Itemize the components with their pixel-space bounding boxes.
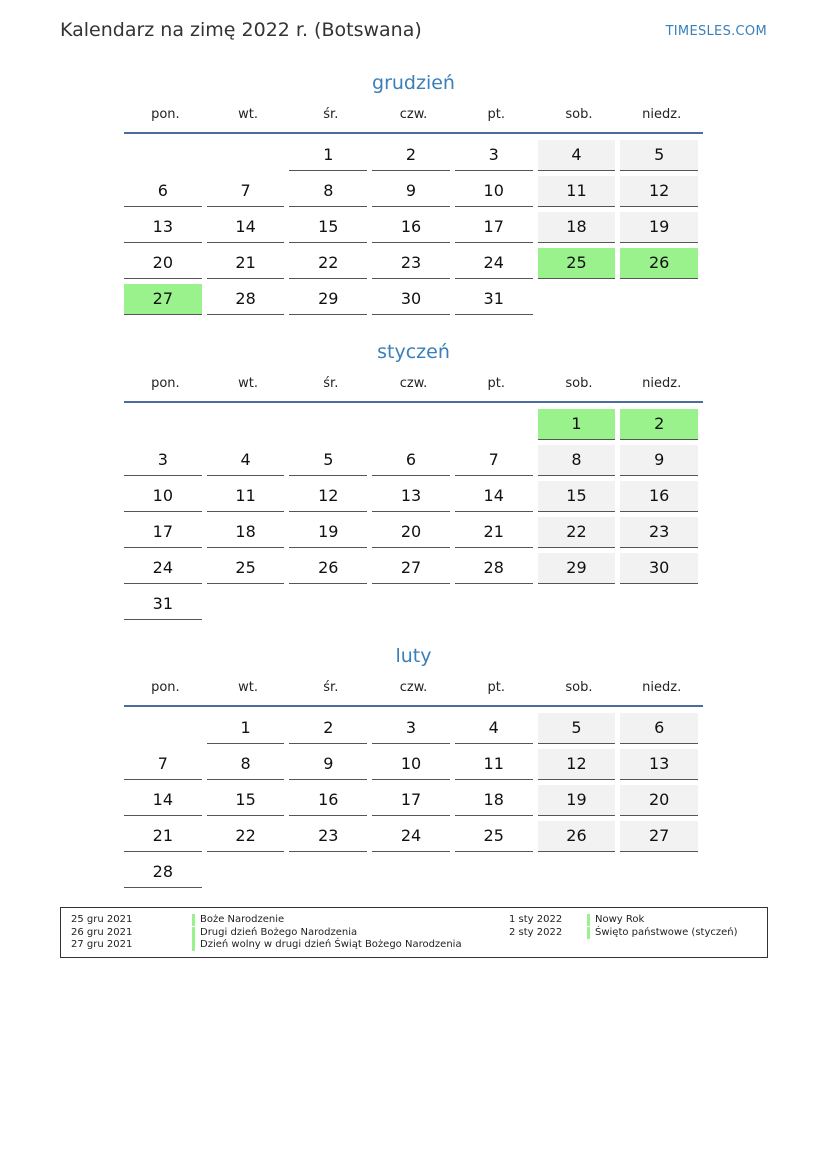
day-slot [124, 479, 207, 515]
month-name: luty [395, 645, 432, 667]
day-cell[interactable]: 2 [372, 140, 450, 171]
month-calendar-february [124, 642, 703, 891]
day-slot [455, 138, 538, 174]
weeks-grid [124, 138, 703, 318]
weekday-label: czw. [399, 107, 428, 122]
day-cell[interactable]: 22 [538, 517, 616, 548]
day-cell[interactable]: 13 [620, 749, 698, 780]
day-cell[interactable]: 28 [124, 857, 202, 888]
day-slot [372, 210, 455, 246]
day-slot [289, 783, 372, 819]
weekday-label: czw. [399, 376, 428, 391]
day-slot [207, 282, 290, 318]
day-slot [207, 819, 290, 855]
day-slot [207, 174, 290, 210]
day-slot [620, 783, 703, 819]
day-slot [372, 443, 455, 479]
day-cell[interactable]: 31 [124, 589, 202, 620]
day-slot [455, 711, 538, 747]
week-row [124, 747, 703, 783]
day-slot [620, 479, 703, 515]
header-divider [124, 401, 703, 403]
day-slot [538, 407, 621, 443]
day-slot [372, 515, 455, 551]
day-cell[interactable]: 5 [620, 140, 698, 171]
day-cell[interactable]: 13 [124, 212, 202, 243]
day-slot [207, 138, 290, 174]
week-row [124, 819, 703, 855]
day-slot [372, 138, 455, 174]
week-row [124, 174, 703, 210]
day-slot [538, 515, 621, 551]
day-slot [538, 855, 621, 891]
weeks-grid [124, 711, 703, 891]
day-slot [289, 819, 372, 855]
day-cell[interactable]: 11 [455, 749, 533, 780]
day-slot [455, 855, 538, 891]
day-slot [289, 246, 372, 282]
day-slot [289, 551, 372, 587]
day-slot [455, 407, 538, 443]
week-row [124, 443, 703, 479]
day-cell[interactable]: 20 [620, 785, 698, 816]
weekday-label: śr. [323, 680, 339, 695]
day-cell[interactable]: 6 [124, 176, 202, 207]
day-slot [455, 551, 538, 587]
day-slot [372, 479, 455, 515]
day-cell[interactable]: 26 [289, 553, 367, 584]
day-slot [124, 747, 207, 783]
day-cell[interactable]: 24 [372, 821, 450, 852]
day-slot [620, 819, 703, 855]
holiday-day-cell[interactable]: 27 [124, 284, 202, 315]
month-name: grudzień [372, 72, 455, 94]
day-slot [372, 587, 455, 623]
weekday-label: pon. [151, 107, 180, 122]
weekday-label: sob. [565, 376, 593, 391]
day-cell[interactable]: 11 [538, 176, 616, 207]
day-slot [289, 711, 372, 747]
day-slot [620, 138, 703, 174]
day-cell[interactable]: 28 [455, 553, 533, 584]
weekday-header-row [124, 105, 703, 125]
day-cell[interactable]: 4 [538, 140, 616, 171]
day-cell[interactable]: 23 [372, 248, 450, 279]
day-slot [538, 282, 621, 318]
day-cell[interactable]: 14 [455, 481, 533, 512]
day-slot [455, 747, 538, 783]
day-cell[interactable]: 17 [124, 517, 202, 548]
holiday-legend [60, 907, 768, 958]
day-slot [289, 282, 372, 318]
legend-holiday-name: Nowy Rok [587, 914, 644, 926]
weekday-header-row [124, 678, 703, 698]
weekday-label: śr. [323, 107, 339, 122]
day-slot [455, 819, 538, 855]
day-cell[interactable]: 24 [124, 553, 202, 584]
weeks-grid [124, 407, 703, 623]
day-slot [124, 407, 207, 443]
day-cell[interactable]: 25 [455, 821, 533, 852]
day-cell[interactable]: 8 [289, 176, 367, 207]
day-cell[interactable]: 20 [372, 517, 450, 548]
day-slot [538, 819, 621, 855]
day-slot [372, 819, 455, 855]
day-cell[interactable]: 10 [372, 749, 450, 780]
weekday-label: sob. [565, 107, 593, 122]
weekday-label: śr. [323, 376, 339, 391]
day-slot [372, 711, 455, 747]
day-cell[interactable]: 11 [207, 481, 285, 512]
day-cell[interactable]: 15 [538, 481, 616, 512]
day-cell[interactable]: 29 [289, 284, 367, 315]
page-title: Kalendarz na zimę 2022 r. (Botswana) [60, 19, 422, 41]
day-slot [207, 407, 290, 443]
day-slot [289, 515, 372, 551]
week-row [124, 138, 703, 174]
day-cell[interactable]: 22 [207, 821, 285, 852]
day-slot [538, 747, 621, 783]
weekday-label: pt. [487, 680, 505, 695]
day-slot [289, 855, 372, 891]
day-slot [620, 282, 703, 318]
day-cell[interactable]: 16 [289, 785, 367, 816]
day-slot [538, 551, 621, 587]
day-cell[interactable]: 31 [455, 284, 533, 315]
day-cell[interactable]: 3 [124, 445, 202, 476]
day-cell[interactable]: 7 [455, 445, 533, 476]
week-row [124, 551, 703, 587]
day-slot [538, 587, 621, 623]
legend-date: 2 sty 2022 [509, 926, 563, 938]
day-cell[interactable]: 17 [455, 212, 533, 243]
holiday-day-cell[interactable]: 1 [538, 409, 616, 440]
day-slot [207, 515, 290, 551]
weekday-label: niedz. [642, 680, 682, 695]
day-slot [538, 174, 621, 210]
day-cell[interactable]: 13 [372, 481, 450, 512]
day-cell[interactable]: 3 [372, 713, 450, 744]
week-row [124, 783, 703, 819]
weekday-label: sob. [565, 680, 593, 695]
day-slot [124, 819, 207, 855]
day-cell[interactable]: 21 [124, 821, 202, 852]
legend-date: 27 gru 2021 [71, 939, 133, 950]
legend-date: 25 gru 2021 [71, 914, 133, 925]
day-slot [372, 551, 455, 587]
legend-holiday-name: Boże Narodzenie [192, 914, 284, 926]
day-cell[interactable]: 19 [289, 517, 367, 548]
day-slot [124, 443, 207, 479]
day-slot [538, 443, 621, 479]
week-row [124, 515, 703, 551]
weekday-label: pt. [487, 107, 505, 122]
day-slot [620, 443, 703, 479]
day-cell[interactable]: 29 [538, 553, 616, 584]
day-slot [289, 747, 372, 783]
day-cell[interactable]: 18 [538, 212, 616, 243]
day-cell[interactable]: 10 [124, 481, 202, 512]
day-cell[interactable]: 19 [538, 785, 616, 816]
day-cell[interactable]: 12 [620, 176, 698, 207]
day-slot [124, 138, 207, 174]
day-cell[interactable]: 15 [207, 785, 285, 816]
day-slot [289, 587, 372, 623]
day-cell[interactable]: 1 [207, 713, 285, 744]
day-cell[interactable]: 26 [538, 821, 616, 852]
week-row [124, 587, 703, 623]
day-slot [124, 246, 207, 282]
header-divider [124, 132, 703, 134]
holiday-day-cell[interactable]: 25 [538, 248, 616, 279]
day-cell[interactable]: 4 [455, 713, 533, 744]
day-cell[interactable]: 27 [372, 553, 450, 584]
day-slot [455, 246, 538, 282]
day-slot [289, 210, 372, 246]
day-cell[interactable]: 7 [124, 749, 202, 780]
day-slot [455, 210, 538, 246]
day-slot [538, 783, 621, 819]
day-slot [124, 174, 207, 210]
day-cell[interactable]: 24 [455, 248, 533, 279]
day-cell[interactable]: 28 [207, 284, 285, 315]
day-cell[interactable]: 14 [124, 785, 202, 816]
day-slot [455, 479, 538, 515]
legend-holiday-name: Drugi dzień Bożego Narodzenia [192, 927, 357, 939]
day-slot [207, 246, 290, 282]
day-cell[interactable]: 9 [372, 176, 450, 207]
day-slot [124, 855, 207, 891]
day-slot [620, 747, 703, 783]
day-slot [289, 407, 372, 443]
month-name: styczeń [377, 341, 450, 363]
day-slot [538, 711, 621, 747]
day-slot [455, 515, 538, 551]
day-cell[interactable]: 21 [455, 517, 533, 548]
day-cell[interactable]: 14 [207, 212, 285, 243]
day-slot [620, 551, 703, 587]
day-cell[interactable]: 25 [207, 553, 285, 584]
header-divider [124, 705, 703, 707]
day-cell[interactable]: 18 [207, 517, 285, 548]
day-slot [620, 515, 703, 551]
day-cell[interactable]: 16 [372, 212, 450, 243]
day-slot [372, 407, 455, 443]
day-slot [620, 855, 703, 891]
day-slot [372, 174, 455, 210]
weekday-label: pt. [487, 376, 505, 391]
day-cell[interactable]: 30 [372, 284, 450, 315]
day-slot [372, 747, 455, 783]
week-row [124, 407, 703, 443]
day-slot [207, 747, 290, 783]
day-cell[interactable]: 6 [372, 445, 450, 476]
month-calendar-december [124, 69, 703, 318]
day-slot [455, 174, 538, 210]
day-cell[interactable]: 8 [538, 445, 616, 476]
day-cell[interactable]: 4 [207, 445, 285, 476]
legend-date: 26 gru 2021 [71, 926, 133, 938]
day-cell[interactable]: 30 [620, 553, 698, 584]
day-cell[interactable]: 17 [372, 785, 450, 816]
day-slot [289, 138, 372, 174]
day-slot [124, 587, 207, 623]
day-cell[interactable]: 12 [289, 481, 367, 512]
legend-holiday-name: Święto państwowe (styczeń) [587, 927, 738, 939]
weekday-label: niedz. [642, 376, 682, 391]
day-cell[interactable]: 5 [289, 445, 367, 476]
day-cell[interactable]: 9 [289, 749, 367, 780]
day-slot [207, 783, 290, 819]
day-slot [372, 783, 455, 819]
day-slot [207, 855, 290, 891]
day-cell[interactable]: 16 [620, 481, 698, 512]
day-slot [538, 210, 621, 246]
day-slot [372, 246, 455, 282]
week-row [124, 282, 703, 318]
day-slot [620, 711, 703, 747]
day-slot [455, 282, 538, 318]
legend-date: 1 sty 2022 [509, 914, 563, 925]
weekday-label: wt. [238, 107, 259, 122]
day-cell[interactable]: 19 [620, 212, 698, 243]
day-slot [455, 443, 538, 479]
day-slot [207, 551, 290, 587]
day-slot [620, 587, 703, 623]
weekday-label: pon. [151, 680, 180, 695]
day-cell[interactable]: 10 [455, 176, 533, 207]
day-slot [372, 855, 455, 891]
day-slot [207, 210, 290, 246]
day-cell[interactable]: 5 [538, 713, 616, 744]
day-slot [124, 551, 207, 587]
day-cell[interactable]: 22 [289, 248, 367, 279]
weekday-label: wt. [238, 680, 259, 695]
weekday-header-row [124, 374, 703, 394]
brand-link[interactable]: TIMESLES.COM [665, 24, 767, 39]
day-cell[interactable]: 20 [124, 248, 202, 279]
day-slot [207, 443, 290, 479]
day-slot [620, 210, 703, 246]
day-slot [289, 174, 372, 210]
day-cell[interactable]: 9 [620, 445, 698, 476]
day-slot [207, 479, 290, 515]
day-slot [289, 479, 372, 515]
week-row [124, 711, 703, 747]
day-cell[interactable]: 15 [289, 212, 367, 243]
day-cell[interactable]: 1 [289, 140, 367, 171]
day-slot [538, 138, 621, 174]
day-slot [620, 407, 703, 443]
weekday-label: wt. [238, 376, 259, 391]
weekday-label: niedz. [642, 107, 682, 122]
weekday-label: pon. [151, 376, 180, 391]
day-cell[interactable]: 27 [620, 821, 698, 852]
week-row [124, 855, 703, 891]
day-slot [455, 783, 538, 819]
day-slot [124, 783, 207, 819]
weekday-label: czw. [399, 680, 428, 695]
day-slot [620, 246, 703, 282]
holiday-day-cell[interactable]: 26 [620, 248, 698, 279]
day-slot [372, 282, 455, 318]
week-row [124, 210, 703, 246]
day-slot [538, 479, 621, 515]
day-slot [124, 515, 207, 551]
day-slot [620, 174, 703, 210]
day-cell[interactable]: 3 [455, 140, 533, 171]
day-cell[interactable]: 6 [620, 713, 698, 744]
day-slot [207, 711, 290, 747]
day-cell[interactable]: 18 [455, 785, 533, 816]
week-row [124, 246, 703, 282]
day-slot [455, 587, 538, 623]
day-slot [538, 246, 621, 282]
week-row [124, 479, 703, 515]
day-cell[interactable]: 7 [207, 176, 285, 207]
day-cell[interactable]: 23 [620, 517, 698, 548]
day-cell[interactable]: 12 [538, 749, 616, 780]
day-slot [207, 587, 290, 623]
day-slot [124, 282, 207, 318]
day-slot [124, 711, 207, 747]
day-slot [289, 443, 372, 479]
holiday-day-cell[interactable]: 2 [620, 409, 698, 440]
day-cell[interactable]: 2 [289, 713, 367, 744]
legend-holiday-name: Dzień wolny w drugi dzień Świąt Bożego Narodzenia [192, 939, 462, 951]
month-calendar-january [124, 338, 703, 623]
day-cell[interactable]: 21 [207, 248, 285, 279]
day-slot [124, 210, 207, 246]
day-cell[interactable]: 8 [207, 749, 285, 780]
day-cell[interactable]: 23 [289, 821, 367, 852]
